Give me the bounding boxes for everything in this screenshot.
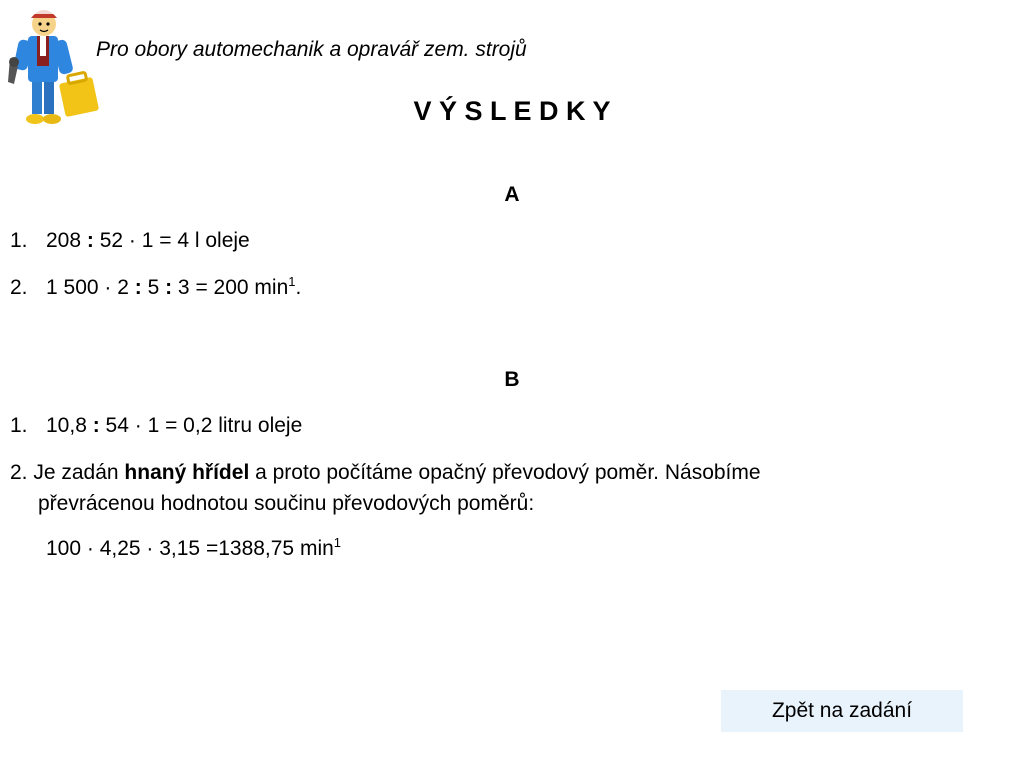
item-text: 5: [141, 276, 166, 299]
item-number: 2.: [10, 276, 28, 299]
item-text: .: [295, 276, 302, 299]
item-text: 54 · 1 = 0,2 litru oleje: [99, 414, 303, 437]
item-text: a proto počítáme opačný převodový poměr. Násobíme: [249, 461, 761, 484]
operator: :: [165, 276, 173, 299]
operator: :: [92, 414, 100, 437]
item-number: 1.: [10, 414, 28, 437]
section-b-result: [46, 537, 341, 561]
section-b-item-2: [10, 457, 970, 519]
bold-term: hnaný hřídel: [124, 461, 250, 484]
item-text: 10,8: [46, 414, 93, 437]
subtitle: Pro obory automechanik a opravář zem. strojů: [96, 38, 527, 61]
item-number: 1.: [10, 229, 28, 252]
item-text: 1 500 · 2: [46, 276, 135, 299]
item-text: 52 · 1 = 4 l oleje: [93, 229, 250, 252]
section-b-heading: B: [504, 368, 520, 391]
item-text: 3 = 200 min: [172, 276, 289, 299]
back-to-assignment-button[interactable]: Zpět na zadání: [721, 690, 963, 732]
item-text: 208: [46, 229, 87, 252]
section-a-item-2: [10, 276, 301, 300]
superscript: 1: [333, 535, 342, 550]
page-title: V Ý S L E D K Y: [413, 96, 611, 126]
section-a-item-1: [10, 229, 250, 253]
section-a-heading: A: [504, 183, 520, 206]
operator: :: [134, 276, 142, 299]
section-b-item-1: [10, 414, 302, 438]
item-text-continued: převrácenou hodnotou součinu převodových poměrů:: [38, 492, 535, 515]
superscript: 1: [288, 274, 296, 289]
result-text: 100 · 4,25 · 3,15 =1388,75 min: [46, 537, 334, 560]
operator: :: [86, 229, 94, 252]
item-text: 2. Je zadán: [10, 461, 125, 484]
